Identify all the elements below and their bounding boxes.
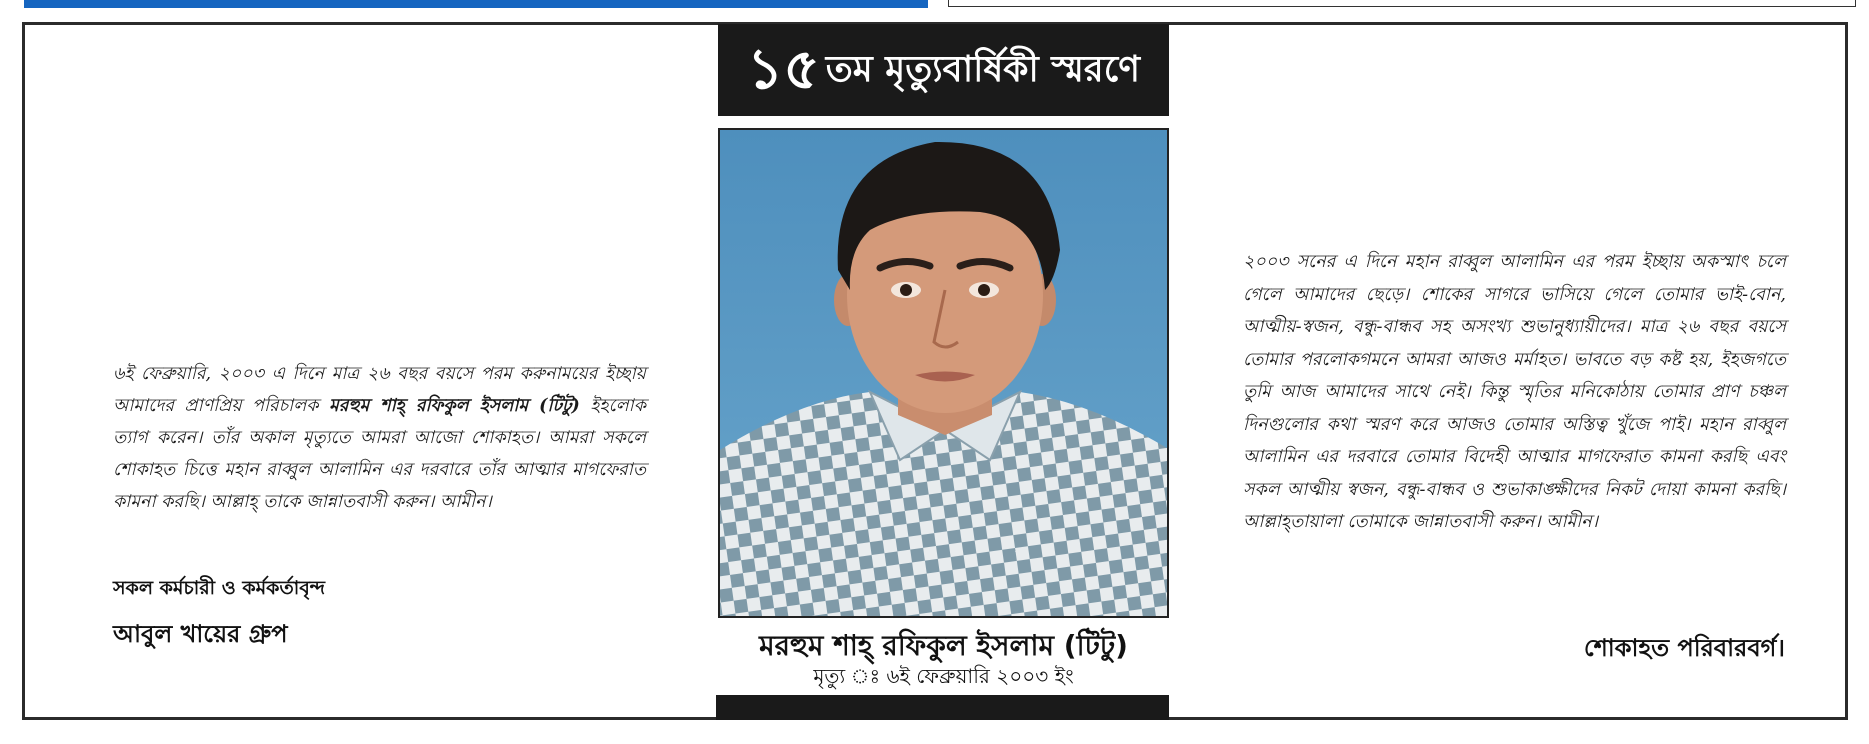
left-tribute-paragraph	[113, 358, 646, 518]
bottom-black-bar	[716, 695, 1169, 720]
left-signature-group: আবুল খায়ের গ্রুপ	[113, 620, 288, 648]
left-signature-staff: সকল কর্মচারী ও কর্মকর্তাবৃন্দ	[113, 577, 326, 599]
death-date: মৃত্যু ঃ ৬ই ফেব্রুয়ারি ২০০৩ ইং	[813, 664, 1074, 688]
heading-text: তম মৃত্যুবার্ষিকী স্মরণে	[825, 49, 1140, 90]
portrait-illustration	[720, 130, 1167, 616]
heading-number: ১৫	[747, 37, 820, 102]
top-strip-right	[948, 0, 1856, 7]
right-signature-family: শোকাহত পরিবারবর্গ।	[1583, 634, 1785, 662]
portrait-photo	[718, 128, 1169, 618]
deceased-name: মরহুম শাহ্ রফিকুল ইসলাম (টিটু)	[759, 629, 1128, 662]
right-tribute-paragraph: ২০০৩ সনের এ দিনে মহান রাব্বুল আলামিন এর পরম ইচ্ছায় অকস্মাৎ চলে গেলে আমাদের ছেড়ে। শোকের সাগরে ভাসিয়ে গেলে তোমার ভাই-বোন, আত্মীয়-স্বজন, বন্ধু-বান্ধব সহ অসংখ্য শুভানুধ্যায়ীদের। মাত্র ২৬ বছর বয়সে তোমার পরলোকগমনে আমরা আজও মর্মাহত। ভাবতে বড় কষ্ট হয়, ইহজগতে তুমি আজ আমাদের সাথে নেই। কিন্তু স্মৃতির মনিকোঠায় তোমার প্রাণ চঞ্চল দিনগুলোর কথা স্মরণ করে আজও তোমার অস্তিত্ব খুঁজে পাই। মহান রাব্বুল আলামিন এর দরবারে তোমার বিদেহী আত্মার মাগফেরাত কামনা করছি এবং সকল আত্মীয় স্বজন, বন্ধু-বান্ধব ও শুভাকাঙ্ক্ষীদের নিকট দোয়া কামনা করছি। আল্লাহ্তায়ালা তোমাকে জান্নাতবাসী করুন। আমীন।	[1243, 252, 1786, 532]
left-paragraph-part2: ইহলোক ত্যাগ করেন। তাঁর অকাল মৃত্যুতে আমরা আজো শোকাহত। আমরা সকলে শোকাহত চিত্তে মহান রাব্বুল আলামিন এর দরবারে তাঁর আত্মার মাগফেরাত কামনা করছি। আল্লাহ্ তাকে জান্নাতবাসী করুন। আমীন।	[113, 396, 647, 512]
left-paragraph-bold-name: মরহুম শাহ্ রফিকুল ইসলাম (টিটু)	[328, 396, 580, 416]
left-paragraph-part1: ৬ই ফেব্রুয়ারি, ২০০৩ এ দিনে মাত্র ২৬ বছর বয়সে পরম করুনাময়ের ইচ্ছায় আমাদের প্রাণপ্রিয় পরিচালক	[113, 364, 646, 416]
memorial-heading	[718, 24, 1169, 116]
top-strip-left	[24, 0, 928, 8]
